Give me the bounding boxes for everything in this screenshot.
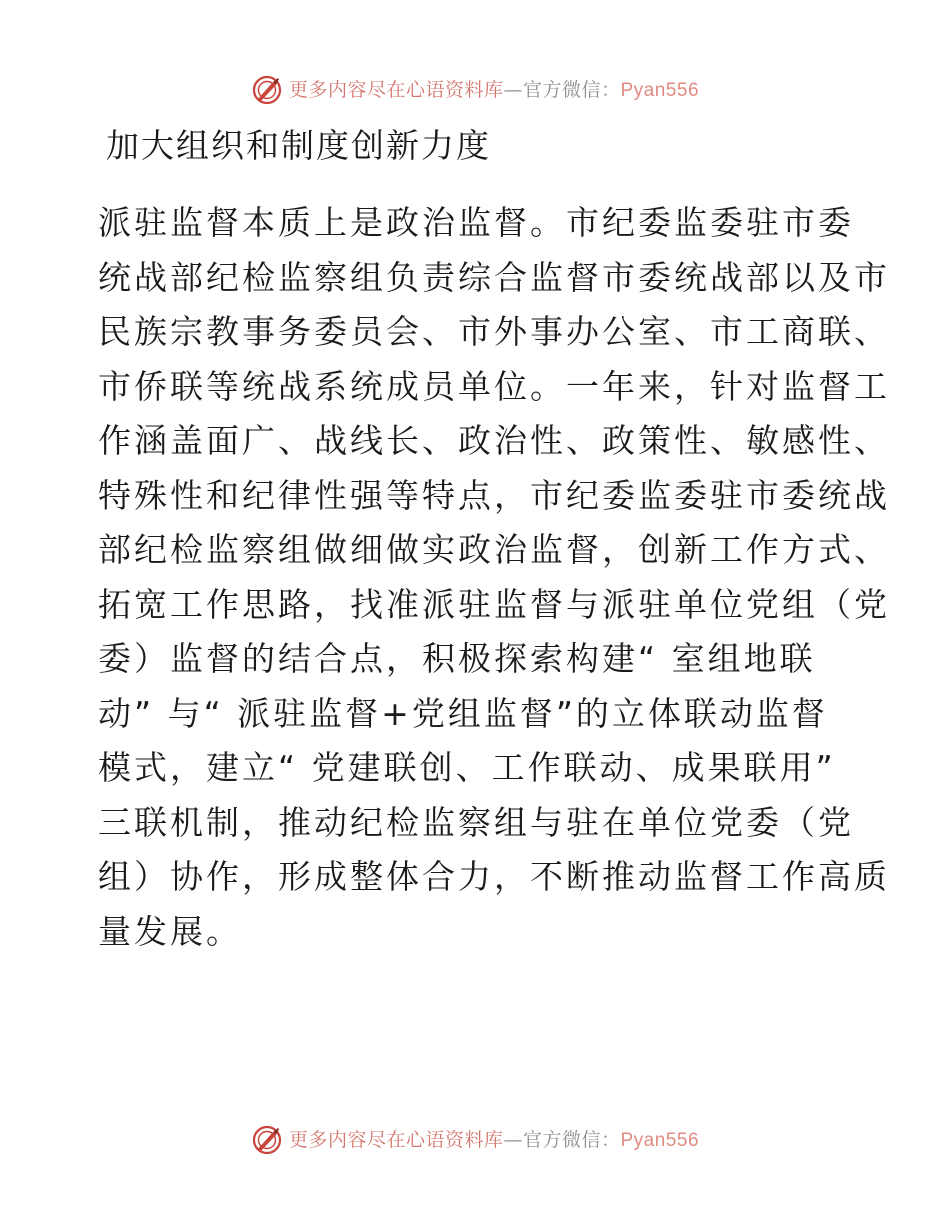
watermark-wechat-label: 官方微信： [522,1128,621,1151]
paragraph-line: 部纪检监察组做细做实政治监督，创新工作方式、 [98,530,890,569]
watermark-wechat-id: Pyan556 [620,1129,700,1151]
paragraph-line: 模式，建立“ 党建联创、工作联动、成果联用” [98,748,836,787]
paragraph-line: 派驻监督本质上是政治监督。市纪委监委驻市委 [98,203,854,242]
paragraph-line: 统战部纪检监察组负责综合监督市委统战部以及市 [98,257,890,297]
document-paragraph [98,196,890,959]
quill-logo-icon [251,1124,283,1156]
watermark-wechat-label: 官方微信： [522,78,621,101]
watermark-site-text: 更多内容尽在心语资料库 [288,1128,504,1151]
paragraph-line: 委）监督的结合点，积极探索构建“ 室组地联 [98,639,816,678]
document-title: 加大组织和制度创新力度 [106,126,491,165]
paragraph-line: 三联机制，推动纪检监察组与驻在单位党委（党 [98,802,854,842]
watermark-dash: — [503,1128,523,1151]
paragraph-line: 动” 与“ 派驻监督+党组监督”的立体联动监督 [98,693,828,733]
paragraph-line: 市侨联等统战系统成员单位。一年来，针对监督工 [98,366,890,406]
paragraph-line: 拓宽工作思路，找准派驻监督与派驻单位党组（党 [98,584,890,624]
paragraph-line: 特殊性和纪律性强等特点，市纪委监委驻市委统战 [98,475,890,515]
paragraph-line: 量发展。 [98,911,242,951]
watermark-dash: — [503,78,523,101]
quill-logo-icon [251,74,283,106]
watermark-site-text: 更多内容尽在心语资料库 [288,78,504,101]
header-watermark [0,70,950,110]
paragraph-line: 民族宗教事务委员会、市外事办公室、市工商联、 [98,312,890,351]
paragraph-line: 组）协作，形成整体合力，不断推动监督工作高质 [98,857,890,896]
watermark-wechat-id: Pyan556 [620,79,700,101]
footer-watermark [0,1120,950,1160]
paragraph-line: 作涵盖面广、战线长、政治性、政策性、敏感性、 [98,421,890,460]
